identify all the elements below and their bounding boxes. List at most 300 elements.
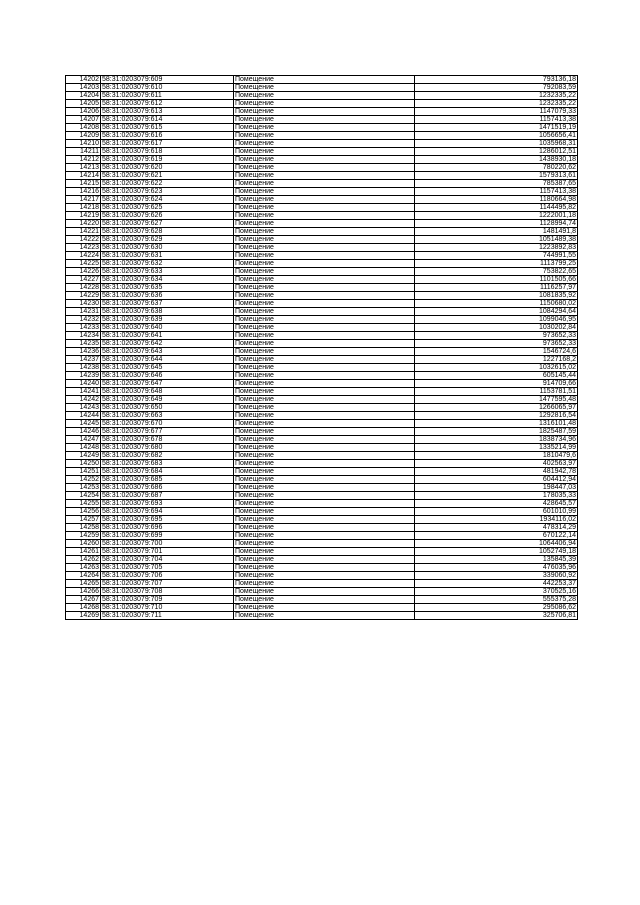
- cadastral-value-cell: 135845,39: [415, 556, 578, 564]
- cadastral-value-cell: 1084294,64: [415, 308, 578, 316]
- table-row: [66, 100, 578, 108]
- cadastral-number-cell: 58:31:0203079:647: [101, 380, 234, 388]
- cadastral-number-cell: 58:31:0203079:613: [101, 108, 234, 116]
- cadastral-value-cell: 1825487,59: [415, 428, 578, 436]
- table-row: [66, 316, 578, 324]
- object-type-cell: Помещение: [234, 460, 415, 468]
- cadastral-number-cell: 58:31:0203079:695: [101, 516, 234, 524]
- object-type-cell: Помещение: [234, 148, 415, 156]
- cadastral-number-cell: 58:31:0203079:615: [101, 124, 234, 132]
- cadastral-value-cell: 1128994,74: [415, 220, 578, 228]
- row-number-cell: 14222: [66, 236, 101, 244]
- cadastral-number-cell: 58:31:0203079:663: [101, 412, 234, 420]
- row-number-cell: 14213: [66, 164, 101, 172]
- row-number-cell: 14261: [66, 548, 101, 556]
- row-number-cell: 14233: [66, 324, 101, 332]
- row-number-cell: 14212: [66, 156, 101, 164]
- table-row: [66, 460, 578, 468]
- cadastral-value-cell: 1081835,92: [415, 292, 578, 300]
- table-row: [66, 364, 578, 372]
- object-type-cell: Помещение: [234, 420, 415, 428]
- cadastral-number-cell: 58:31:0203079:678: [101, 436, 234, 444]
- row-number-cell: 14205: [66, 100, 101, 108]
- object-type-cell: Помещение: [234, 196, 415, 204]
- cadastral-number-cell: 58:31:0203079:649: [101, 396, 234, 404]
- cadastral-number-cell: 58:31:0203079:620: [101, 164, 234, 172]
- object-type-cell: Помещение: [234, 492, 415, 500]
- cadastral-value-cell: 785387,65: [415, 180, 578, 188]
- row-number-cell: 14253: [66, 484, 101, 492]
- cadastral-value-cell: 198447,03: [415, 484, 578, 492]
- cadastral-value-cell: 555375,28: [415, 596, 578, 604]
- row-number-cell: 14256: [66, 508, 101, 516]
- object-type-cell: Помещение: [234, 580, 415, 588]
- table-row: [66, 300, 578, 308]
- cadastral-value-cell: 1056656,41: [415, 132, 578, 140]
- object-type-cell: Помещение: [234, 532, 415, 540]
- row-number-cell: 14240: [66, 380, 101, 388]
- row-number-cell: 14268: [66, 604, 101, 612]
- row-number-cell: 14230: [66, 300, 101, 308]
- cadastral-value-cell: 1838734,96: [415, 436, 578, 444]
- row-number-cell: 14235: [66, 340, 101, 348]
- cadastral-value-cell: 1335214,99: [415, 444, 578, 452]
- cadastral-value-cell: 1232335,22: [415, 92, 578, 100]
- row-number-cell: 14242: [66, 396, 101, 404]
- table-row: [66, 164, 578, 172]
- object-type-cell: Помещение: [234, 180, 415, 188]
- cadastral-number-cell: 58:31:0203079:708: [101, 588, 234, 596]
- object-type-cell: Помещение: [234, 220, 415, 228]
- object-type-cell: Помещение: [234, 292, 415, 300]
- table-row: [66, 484, 578, 492]
- row-number-cell: 14267: [66, 596, 101, 604]
- cadastral-number-cell: 58:31:0203079:705: [101, 564, 234, 572]
- cadastral-number-cell: 58:31:0203079:710: [101, 604, 234, 612]
- table-row: [66, 564, 578, 572]
- row-number-cell: 14219: [66, 212, 101, 220]
- object-type-cell: Помещение: [234, 348, 415, 356]
- cadastral-number-cell: 58:31:0203079:622: [101, 180, 234, 188]
- cadastral-number-cell: 58:31:0203079:648: [101, 388, 234, 396]
- object-type-cell: Помещение: [234, 140, 415, 148]
- cadastral-number-cell: 58:31:0203079:617: [101, 140, 234, 148]
- row-number-cell: 14238: [66, 364, 101, 372]
- object-type-cell: Помещение: [234, 172, 415, 180]
- row-number-cell: 14259: [66, 532, 101, 540]
- row-number-cell: 14254: [66, 492, 101, 500]
- cadastral-number-cell: 58:31:0203079:635: [101, 284, 234, 292]
- cadastral-value-cell: 1934116,02: [415, 516, 578, 524]
- table-row: [66, 236, 578, 244]
- cadastral-number-cell: 58:31:0203079:707: [101, 580, 234, 588]
- cadastral-number-cell: 58:31:0203079:611: [101, 92, 234, 100]
- row-number-cell: 14231: [66, 308, 101, 316]
- table-row: [66, 140, 578, 148]
- cadastral-number-cell: 58:31:0203079:636: [101, 292, 234, 300]
- cadastral-number-cell: 58:31:0203079:631: [101, 252, 234, 260]
- object-type-cell: Помещение: [234, 164, 415, 172]
- row-number-cell: 14262: [66, 556, 101, 564]
- table-row: [66, 172, 578, 180]
- table-row: [66, 612, 578, 620]
- cadastral-number-cell: 58:31:0203079:682: [101, 452, 234, 460]
- table-row: [66, 524, 578, 532]
- row-number-cell: 14247: [66, 436, 101, 444]
- cadastral-number-cell: 58:31:0203079:616: [101, 132, 234, 140]
- cadastral-value-cell: 793136,18: [415, 76, 578, 84]
- object-type-cell: Помещение: [234, 404, 415, 412]
- row-number-cell: 14216: [66, 188, 101, 196]
- cadastral-number-cell: 58:31:0203079:633: [101, 268, 234, 276]
- object-type-cell: Помещение: [234, 228, 415, 236]
- object-type-cell: Помещение: [234, 188, 415, 196]
- object-type-cell: Помещение: [234, 596, 415, 604]
- cadastral-value-cell: 670122,14: [415, 532, 578, 540]
- cadastral-value-cell: 973652,33: [415, 332, 578, 340]
- object-type-cell: Помещение: [234, 132, 415, 140]
- object-type-cell: Помещение: [234, 436, 415, 444]
- row-number-cell: 14217: [66, 196, 101, 204]
- table-row: [66, 468, 578, 476]
- row-number-cell: 14239: [66, 372, 101, 380]
- cadastral-number-cell: 58:31:0203079:645: [101, 364, 234, 372]
- object-type-cell: Помещение: [234, 308, 415, 316]
- table-row: [66, 276, 578, 284]
- cadastral-value-cell: 744991,55: [415, 252, 578, 260]
- row-number-cell: 14258: [66, 524, 101, 532]
- cadastral-number-cell: 58:31:0203079:619: [101, 156, 234, 164]
- table-row: [66, 508, 578, 516]
- table-row: [66, 532, 578, 540]
- cadastral-number-cell: 58:31:0203079:624: [101, 196, 234, 204]
- object-type-cell: Помещение: [234, 340, 415, 348]
- cadastral-value-cell: 1286012,51: [415, 148, 578, 156]
- object-type-cell: Помещение: [234, 156, 415, 164]
- cadastral-number-cell: 58:31:0203079:640: [101, 324, 234, 332]
- cadastral-number-cell: 58:31:0203079:614: [101, 116, 234, 124]
- table-row: [66, 428, 578, 436]
- row-number-cell: 14203: [66, 84, 101, 92]
- row-number-cell: 14265: [66, 580, 101, 588]
- cadastral-number-cell: 58:31:0203079:626: [101, 212, 234, 220]
- table-row: [66, 108, 578, 116]
- cadastral-value-cell: 1150680,02: [415, 300, 578, 308]
- row-number-cell: 14218: [66, 204, 101, 212]
- cadastral-number-cell: 58:31:0203079:694: [101, 508, 234, 516]
- cadastral-value-cell: 1223892,83: [415, 244, 578, 252]
- cadastral-value-cell: 1227168,2: [415, 356, 578, 364]
- cadastral-number-cell: 58:31:0203079:680: [101, 444, 234, 452]
- cadastral-value-cell: 1180664,98: [415, 196, 578, 204]
- object-type-cell: Помещение: [234, 516, 415, 524]
- cadastral-value-cell: 1481491,8: [415, 228, 578, 236]
- cadastral-number-cell: 58:31:0203079:643: [101, 348, 234, 356]
- table-row: [66, 188, 578, 196]
- cadastral-number-cell: 58:31:0203079:709: [101, 596, 234, 604]
- cadastral-number-cell: 58:31:0203079:625: [101, 204, 234, 212]
- cadastral-number-cell: 58:31:0203079:687: [101, 492, 234, 500]
- cadastral-value-cell: 1144495,82: [415, 204, 578, 212]
- table-row: [66, 556, 578, 564]
- cadastral-value-cell: 1477595,48: [415, 396, 578, 404]
- row-number-cell: 14208: [66, 124, 101, 132]
- object-type-cell: Помещение: [234, 100, 415, 108]
- table-row: [66, 420, 578, 428]
- cadastral-value-cell: 1051489,38: [415, 236, 578, 244]
- object-type-cell: Помещение: [234, 556, 415, 564]
- table-row: [66, 404, 578, 412]
- table-row: [66, 324, 578, 332]
- cadastral-value-cell: 1101505,66: [415, 276, 578, 284]
- table-body: [66, 76, 578, 620]
- cadastral-number-cell: 58:31:0203079:699: [101, 532, 234, 540]
- object-type-cell: Помещение: [234, 564, 415, 572]
- object-type-cell: Помещение: [234, 396, 415, 404]
- object-type-cell: Помещение: [234, 260, 415, 268]
- cadastral-number-cell: 58:31:0203079:623: [101, 188, 234, 196]
- cadastral-number-cell: 58:31:0203079:641: [101, 332, 234, 340]
- row-number-cell: 14245: [66, 420, 101, 428]
- row-number-cell: 14269: [66, 612, 101, 620]
- object-type-cell: Помещение: [234, 268, 415, 276]
- object-type-cell: Помещение: [234, 484, 415, 492]
- cadastral-number-cell: 58:31:0203079:627: [101, 220, 234, 228]
- table-row: [66, 580, 578, 588]
- cadastral-value-cell: 1471519,19: [415, 124, 578, 132]
- object-type-cell: Помещение: [234, 444, 415, 452]
- cadastral-number-cell: 58:31:0203079:639: [101, 316, 234, 324]
- cadastral-number-cell: 58:31:0203079:618: [101, 148, 234, 156]
- object-type-cell: Помещение: [234, 500, 415, 508]
- row-number-cell: 14228: [66, 284, 101, 292]
- cadastral-value-cell: 1438930,18: [415, 156, 578, 164]
- cadastral-value-cell: 1147079,33: [415, 108, 578, 116]
- cadastral-number-cell: 58:31:0203079:610: [101, 84, 234, 92]
- row-number-cell: 14204: [66, 92, 101, 100]
- table-row: [66, 84, 578, 92]
- table-row: [66, 548, 578, 556]
- row-number-cell: 14252: [66, 476, 101, 484]
- cadastral-number-cell: 58:31:0203079:634: [101, 276, 234, 284]
- table-row: [66, 372, 578, 380]
- cadastral-number-cell: 58:31:0203079:621: [101, 172, 234, 180]
- row-number-cell: 14211: [66, 148, 101, 156]
- row-number-cell: 14246: [66, 428, 101, 436]
- cadastral-value-cell: 1032615,02: [415, 364, 578, 372]
- cadastral-number-cell: 58:31:0203079:646: [101, 372, 234, 380]
- cadastral-value-cell: 1232335,22: [415, 100, 578, 108]
- table-row: [66, 540, 578, 548]
- cadastral-number-cell: 58:31:0203079:693: [101, 500, 234, 508]
- row-number-cell: 14210: [66, 140, 101, 148]
- cadastral-number-cell: 58:31:0203079:696: [101, 524, 234, 532]
- cadastral-number-cell: 58:31:0203079:685: [101, 476, 234, 484]
- cadastral-value-cell: 1157413,38: [415, 188, 578, 196]
- object-type-cell: Помещение: [234, 572, 415, 580]
- row-number-cell: 14236: [66, 348, 101, 356]
- row-number-cell: 14260: [66, 540, 101, 548]
- object-type-cell: Помещение: [234, 252, 415, 260]
- object-type-cell: Помещение: [234, 372, 415, 380]
- cadastral-value-cell: 601010,99: [415, 508, 578, 516]
- table-row: [66, 340, 578, 348]
- cadastral-number-cell: 58:31:0203079:704: [101, 556, 234, 564]
- table-row: [66, 492, 578, 500]
- table-row: [66, 132, 578, 140]
- table-row: [66, 596, 578, 604]
- object-type-cell: Помещение: [234, 356, 415, 364]
- cadastral-value-cell: 1030202,84: [415, 324, 578, 332]
- table-row: [66, 572, 578, 580]
- object-type-cell: Помещение: [234, 332, 415, 340]
- table-row: [66, 436, 578, 444]
- cadastral-value-cell: 1222001,18: [415, 212, 578, 220]
- cadastral-number-cell: 58:31:0203079:684: [101, 468, 234, 476]
- row-number-cell: 14234: [66, 332, 101, 340]
- cadastral-value-cell: 1116257,97: [415, 284, 578, 292]
- object-type-cell: Помещение: [234, 548, 415, 556]
- cadastral-value-cell: 295086,62: [415, 604, 578, 612]
- object-type-cell: Помещение: [234, 76, 415, 84]
- object-type-cell: Помещение: [234, 212, 415, 220]
- cadastral-value-cell: 325706,81: [415, 612, 578, 620]
- object-type-cell: Помещение: [234, 84, 415, 92]
- row-number-cell: 14215: [66, 180, 101, 188]
- cadastral-value-cell: 1099046,95: [415, 316, 578, 324]
- object-type-cell: Помещение: [234, 380, 415, 388]
- cadastral-number-cell: 58:31:0203079:711: [101, 612, 234, 620]
- table-row: [66, 260, 578, 268]
- row-number-cell: 14264: [66, 572, 101, 580]
- row-number-cell: 14257: [66, 516, 101, 524]
- cadastral-value-cell: 1316101,48: [415, 420, 578, 428]
- row-number-cell: 14224: [66, 252, 101, 260]
- object-type-cell: Помещение: [234, 412, 415, 420]
- cadastral-value-cell: 370525,16: [415, 588, 578, 596]
- row-number-cell: 14229: [66, 292, 101, 300]
- cadastral-value-cell: 604412,94: [415, 476, 578, 484]
- cadastral-number-cell: 58:31:0203079:638: [101, 308, 234, 316]
- table-row: [66, 444, 578, 452]
- object-type-cell: Помещение: [234, 604, 415, 612]
- object-type-cell: Помещение: [234, 612, 415, 620]
- row-number-cell: 14244: [66, 412, 101, 420]
- cadastral-value-cell: 914709,66: [415, 380, 578, 388]
- cadastral-value-cell: 605145,44: [415, 372, 578, 380]
- cadastral-value-cell: 1064406,94: [415, 540, 578, 548]
- row-number-cell: 14214: [66, 172, 101, 180]
- table-row: [66, 500, 578, 508]
- object-type-cell: Помещение: [234, 116, 415, 124]
- table-row: [66, 476, 578, 484]
- table-row: [66, 268, 578, 276]
- cadastral-value-cell: 973652,33: [415, 340, 578, 348]
- object-type-cell: Помещение: [234, 124, 415, 132]
- table-row: [66, 516, 578, 524]
- object-type-cell: Помещение: [234, 476, 415, 484]
- object-type-cell: Помещение: [234, 244, 415, 252]
- table-row: [66, 380, 578, 388]
- table-row: [66, 244, 578, 252]
- cadastral-number-cell: 58:31:0203079:609: [101, 76, 234, 84]
- table-row: [66, 204, 578, 212]
- row-number-cell: 14251: [66, 468, 101, 476]
- cadastral-value-cell: 1153781,51: [415, 388, 578, 396]
- object-type-cell: Помещение: [234, 452, 415, 460]
- cadastral-value-cell: 1546724,6: [415, 348, 578, 356]
- cadastral-number-cell: 58:31:0203079:632: [101, 260, 234, 268]
- cadastral-value-cell: 1266065,97: [415, 404, 578, 412]
- table-row: [66, 252, 578, 260]
- cadastral-number-cell: 58:31:0203079:683: [101, 460, 234, 468]
- object-type-cell: Помещение: [234, 540, 415, 548]
- table-row: [66, 396, 578, 404]
- cadastral-value-cell: 1113799,25: [415, 260, 578, 268]
- table-row: [66, 148, 578, 156]
- cadastral-value-cell: 476035,96: [415, 564, 578, 572]
- object-type-cell: Помещение: [234, 588, 415, 596]
- cadastral-number-cell: 58:31:0203079:706: [101, 572, 234, 580]
- object-type-cell: Помещение: [234, 92, 415, 100]
- row-number-cell: 14225: [66, 260, 101, 268]
- table-row: [66, 212, 578, 220]
- table-row: [66, 196, 578, 204]
- table-row: [66, 76, 578, 84]
- cadastral-number-cell: 58:31:0203079:700: [101, 540, 234, 548]
- cadastral-value-cell: 402563,97: [415, 460, 578, 468]
- cadastral-number-cell: 58:31:0203079:644: [101, 356, 234, 364]
- cadastral-value-cell: 1292816,54: [415, 412, 578, 420]
- cadastral-number-cell: 58:31:0203079:677: [101, 428, 234, 436]
- cadastral-value-cell: 339060,92: [415, 572, 578, 580]
- table-row: [66, 356, 578, 364]
- cadastral-value-cell: 442253,37: [415, 580, 578, 588]
- cadastral-number-cell: 58:31:0203079:637: [101, 300, 234, 308]
- cadastral-number-cell: 58:31:0203079:629: [101, 236, 234, 244]
- table-row: [66, 116, 578, 124]
- row-number-cell: 14237: [66, 356, 101, 364]
- cadastral-value-cell: 1157413,38: [415, 116, 578, 124]
- row-number-cell: 14255: [66, 500, 101, 508]
- object-type-cell: Помещение: [234, 524, 415, 532]
- row-number-cell: 14223: [66, 244, 101, 252]
- table-row: [66, 292, 578, 300]
- object-type-cell: Помещение: [234, 300, 415, 308]
- cadastral-value-cell: 792083,59: [415, 84, 578, 92]
- object-type-cell: Помещение: [234, 468, 415, 476]
- table-row: [66, 604, 578, 612]
- cadastral-number-cell: 58:31:0203079:650: [101, 404, 234, 412]
- row-number-cell: 14250: [66, 460, 101, 468]
- table-row: [66, 412, 578, 420]
- table-row: [66, 452, 578, 460]
- object-type-cell: Помещение: [234, 324, 415, 332]
- object-type-cell: Помещение: [234, 236, 415, 244]
- row-number-cell: 14221: [66, 228, 101, 236]
- object-type-cell: Помещение: [234, 364, 415, 372]
- cadastral-value-table: [65, 75, 578, 620]
- row-number-cell: 14209: [66, 132, 101, 140]
- row-number-cell: 14202: [66, 76, 101, 84]
- cadastral-number-cell: 58:31:0203079:686: [101, 484, 234, 492]
- table-row: [66, 156, 578, 164]
- table-row: [66, 388, 578, 396]
- object-type-cell: Помещение: [234, 316, 415, 324]
- row-number-cell: 14232: [66, 316, 101, 324]
- row-number-cell: 14248: [66, 444, 101, 452]
- cadastral-number-cell: 58:31:0203079:612: [101, 100, 234, 108]
